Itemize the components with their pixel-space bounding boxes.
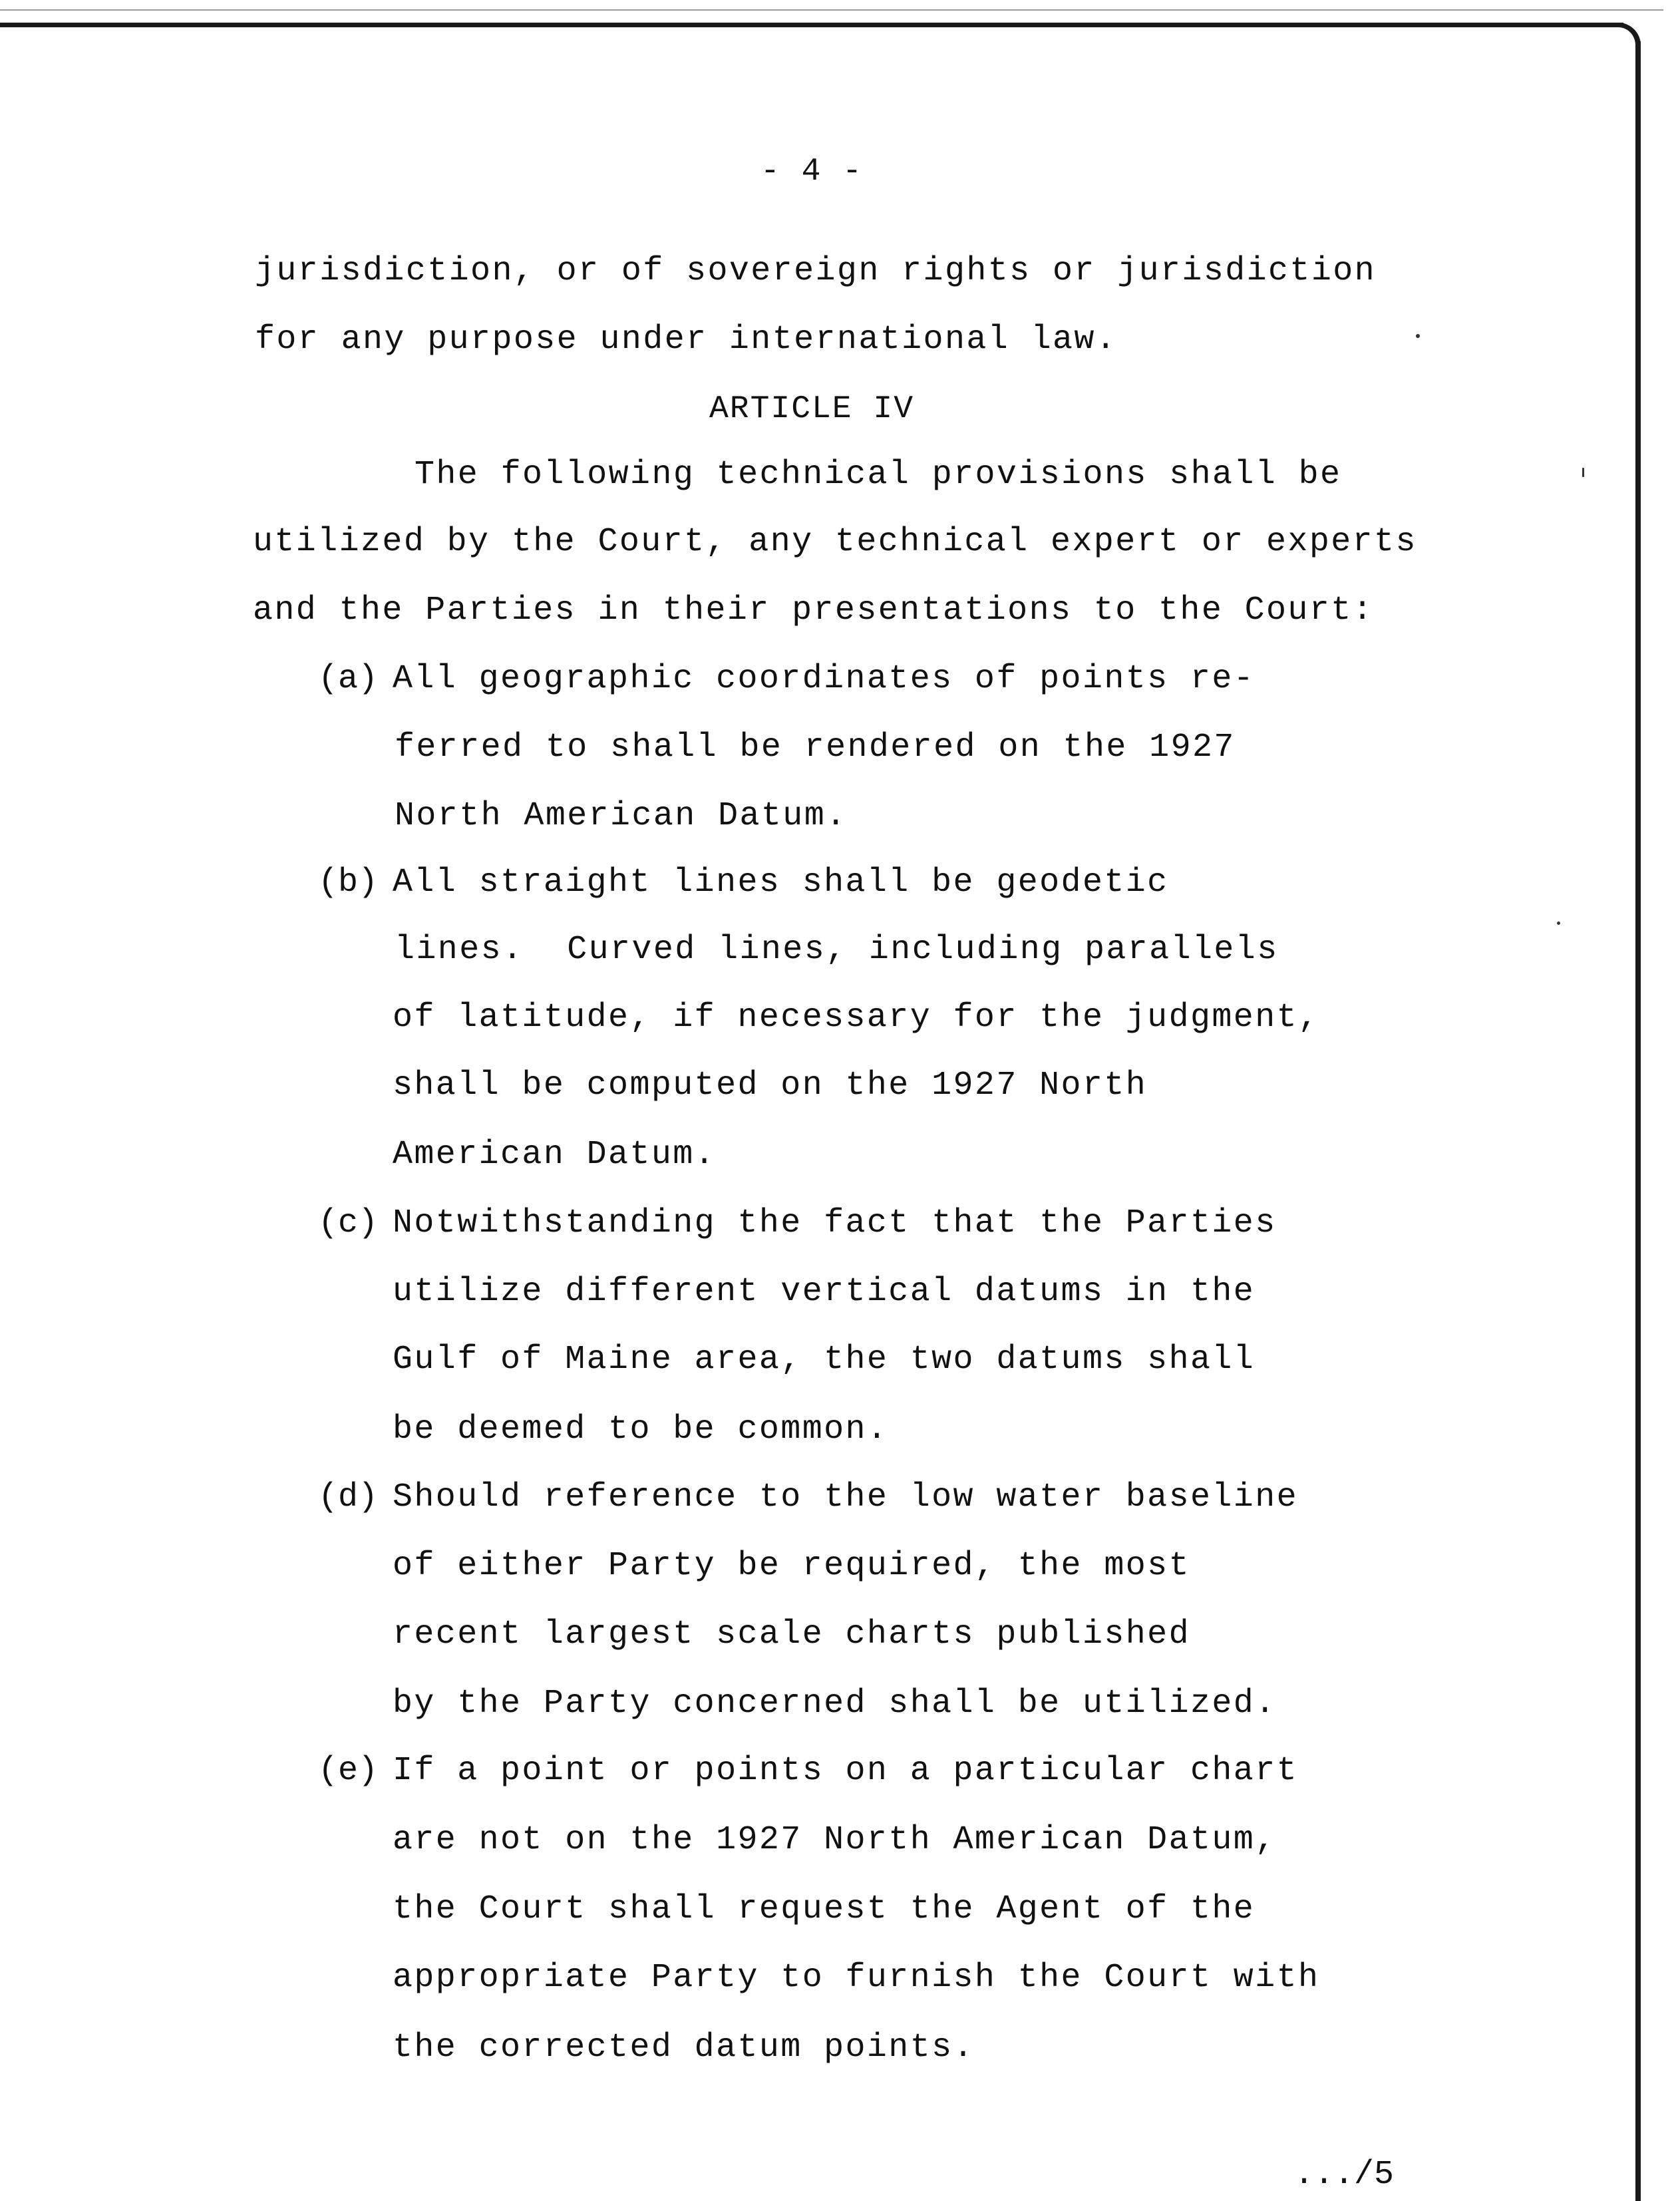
article-heading: ARTICLE IV xyxy=(709,391,915,427)
item-line: North American Datum. xyxy=(395,797,848,835)
item-line: utilize different vertical datums in the xyxy=(393,1273,1256,1311)
item-line: lines. Curved lines, including parallels xyxy=(395,931,1279,969)
item-line: are not on the 1927 North American Datum, xyxy=(393,1821,1277,1859)
intro-line: jurisdiction, or of sovereign rights or jurisdiction xyxy=(255,252,1377,290)
scan-speck xyxy=(1582,468,1584,477)
item-line: the Court shall request the Agent of the xyxy=(393,1890,1256,1928)
page-number: - 4 - xyxy=(760,154,864,190)
scan-edge-right xyxy=(1635,41,1641,2201)
scan-edge-faint xyxy=(0,9,1663,11)
item-line: be deemed to be common. xyxy=(393,1411,889,1448)
preamble-line: utilized by the Court, any technical expert or experts xyxy=(253,523,1417,561)
item-line: Notwithstanding the fact that the Parties xyxy=(393,1204,1277,1242)
item-label: (d) xyxy=(318,1478,379,1516)
item-line: of either Party be required, the most xyxy=(393,1547,1190,1585)
item-line: Gulf of Maine area, the two datums shall xyxy=(393,1341,1256,1379)
intro-line: for any purpose under international law. xyxy=(255,321,1118,359)
preamble-line: The following technical provisions shall be xyxy=(415,456,1342,494)
item-line: Should reference to the low water baseline xyxy=(393,1478,1299,1516)
item-line: If a point or points on a particular chart xyxy=(393,1752,1299,1790)
item-line: All straight lines shall be geodetic xyxy=(393,864,1169,902)
item-line: American Datum. xyxy=(393,1136,717,1174)
item-line: recent largest scale charts published xyxy=(393,1615,1190,1653)
item-label: (e) xyxy=(318,1752,379,1790)
item-line: shall be computed on the 1927 North xyxy=(393,1067,1148,1104)
item-label: (a) xyxy=(318,660,379,698)
item-line: the corrected datum points. xyxy=(393,2029,975,2067)
item-line: of latitude, if necessary for the judgment, xyxy=(393,999,1320,1037)
scan-speck xyxy=(1416,334,1420,338)
scan-speck xyxy=(1557,922,1560,925)
item-line: by the Party concerned shall be utilized. xyxy=(393,1685,1277,1723)
item-line: appropriate Party to furnish the Court with xyxy=(393,1959,1320,1997)
preamble-line: and the Parties in their presentations to the Court: xyxy=(253,592,1375,629)
continuation-marker: .../5 xyxy=(1294,2156,1395,2194)
scan-edge-top xyxy=(0,23,1623,27)
item-line: ferred to shall be rendered on the 1927 xyxy=(395,729,1236,766)
item-label: (b) xyxy=(318,864,379,902)
item-line: All geographic coordinates of points re- xyxy=(393,660,1256,698)
item-label: (c) xyxy=(318,1204,379,1242)
